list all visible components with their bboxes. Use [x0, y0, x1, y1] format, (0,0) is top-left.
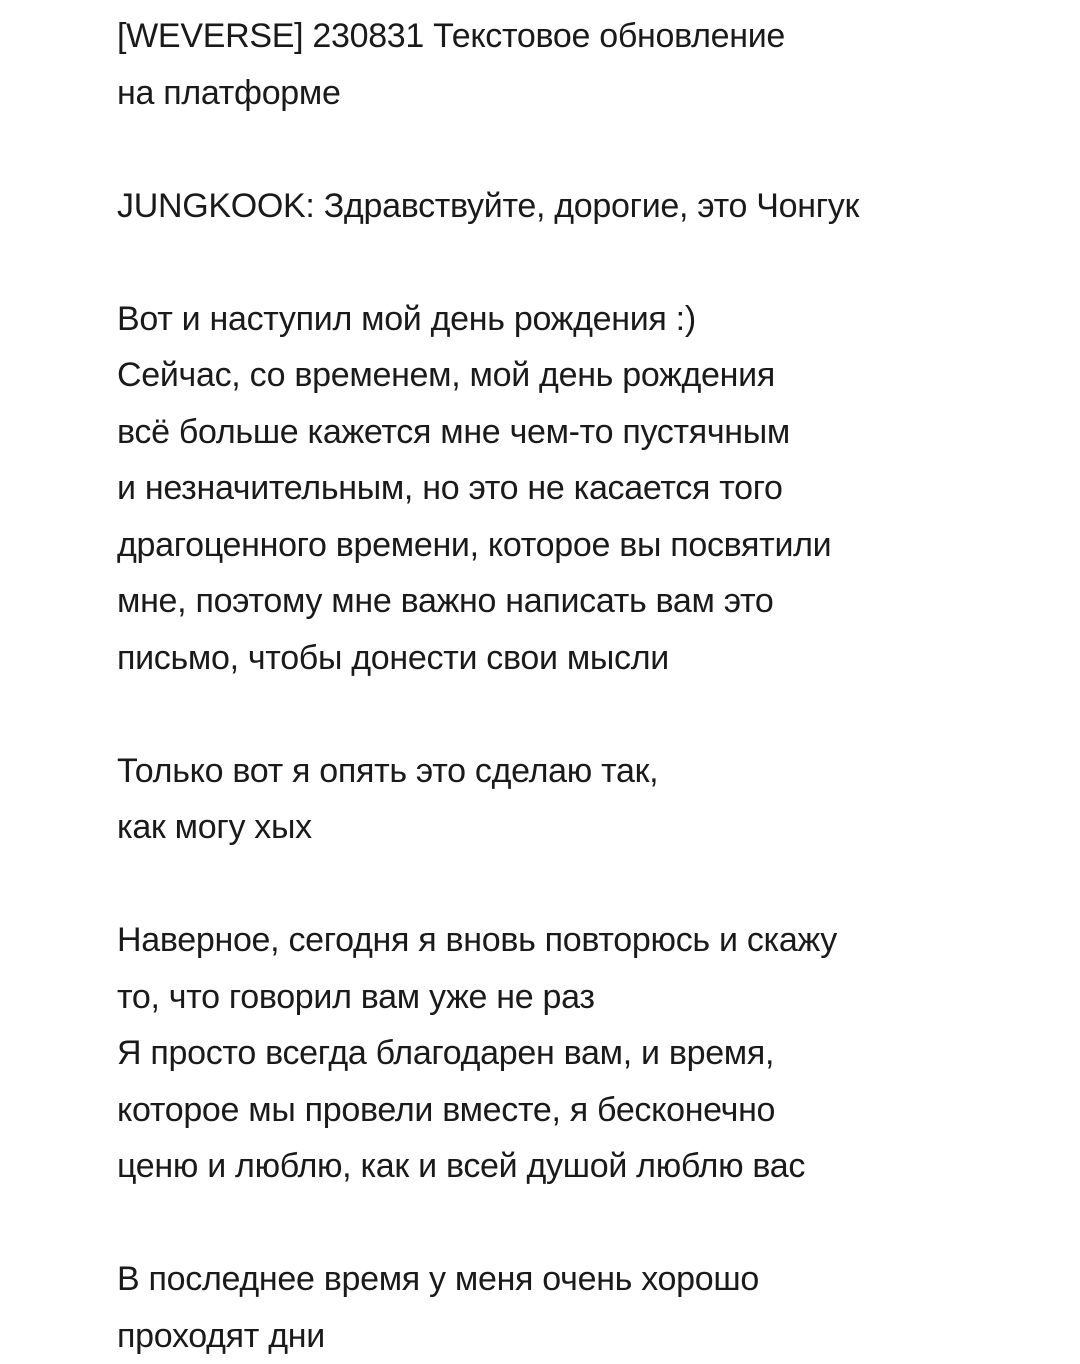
text-line: как могу хых [117, 799, 1057, 856]
header-line: [WEVERSE] 230831 Текстовое обновление [117, 8, 1057, 65]
text-line: мне, поэтому мне важно написать вам это [117, 573, 1057, 630]
text-line: и незначительным, но это не касается того [117, 460, 1057, 517]
text-line: драгоценного времени, которое вы посвятили [117, 517, 1057, 574]
text-line: Сейчас, со временем, мой день рождения [117, 347, 1057, 404]
text-line: Только вот я опять это сделаю так, [117, 743, 1057, 800]
birthday-paragraph [117, 291, 1057, 687]
text-line: письмо, чтобы донести свои мысли [117, 630, 1057, 687]
letter-text [117, 8, 1057, 1364]
text-line: то, что говорил вам уже не раз [117, 969, 1057, 1026]
gratitude-paragraph [117, 912, 1057, 1195]
text-line: В последнее время у меня очень хорошо [117, 1251, 1057, 1308]
text-line: Вот и наступил мой день рождения :) [117, 291, 1057, 348]
text-line: которое мы провели вместе, я бесконечно [117, 1082, 1057, 1139]
recent-days-paragraph [117, 1251, 1057, 1364]
post-header [117, 8, 1057, 121]
header-line: на платформе [117, 65, 1057, 122]
text-line: Я просто всегда благодарен вам, и время, [117, 1025, 1057, 1082]
text-line: проходят дни [117, 1308, 1057, 1364]
text-line: всё больше кажется мне чем-то пустячным [117, 404, 1057, 461]
greeting [117, 178, 1057, 235]
text-line: Наверное, сегодня я вновь повторюсь и скажу [117, 912, 1057, 969]
text-line: ценю и люблю, как и всей душой люблю вас [117, 1138, 1057, 1195]
greeting-line: JUNGKOOK: Здравствуйте, дорогие, это Чонгук [117, 178, 1057, 235]
again-paragraph [117, 743, 1057, 856]
